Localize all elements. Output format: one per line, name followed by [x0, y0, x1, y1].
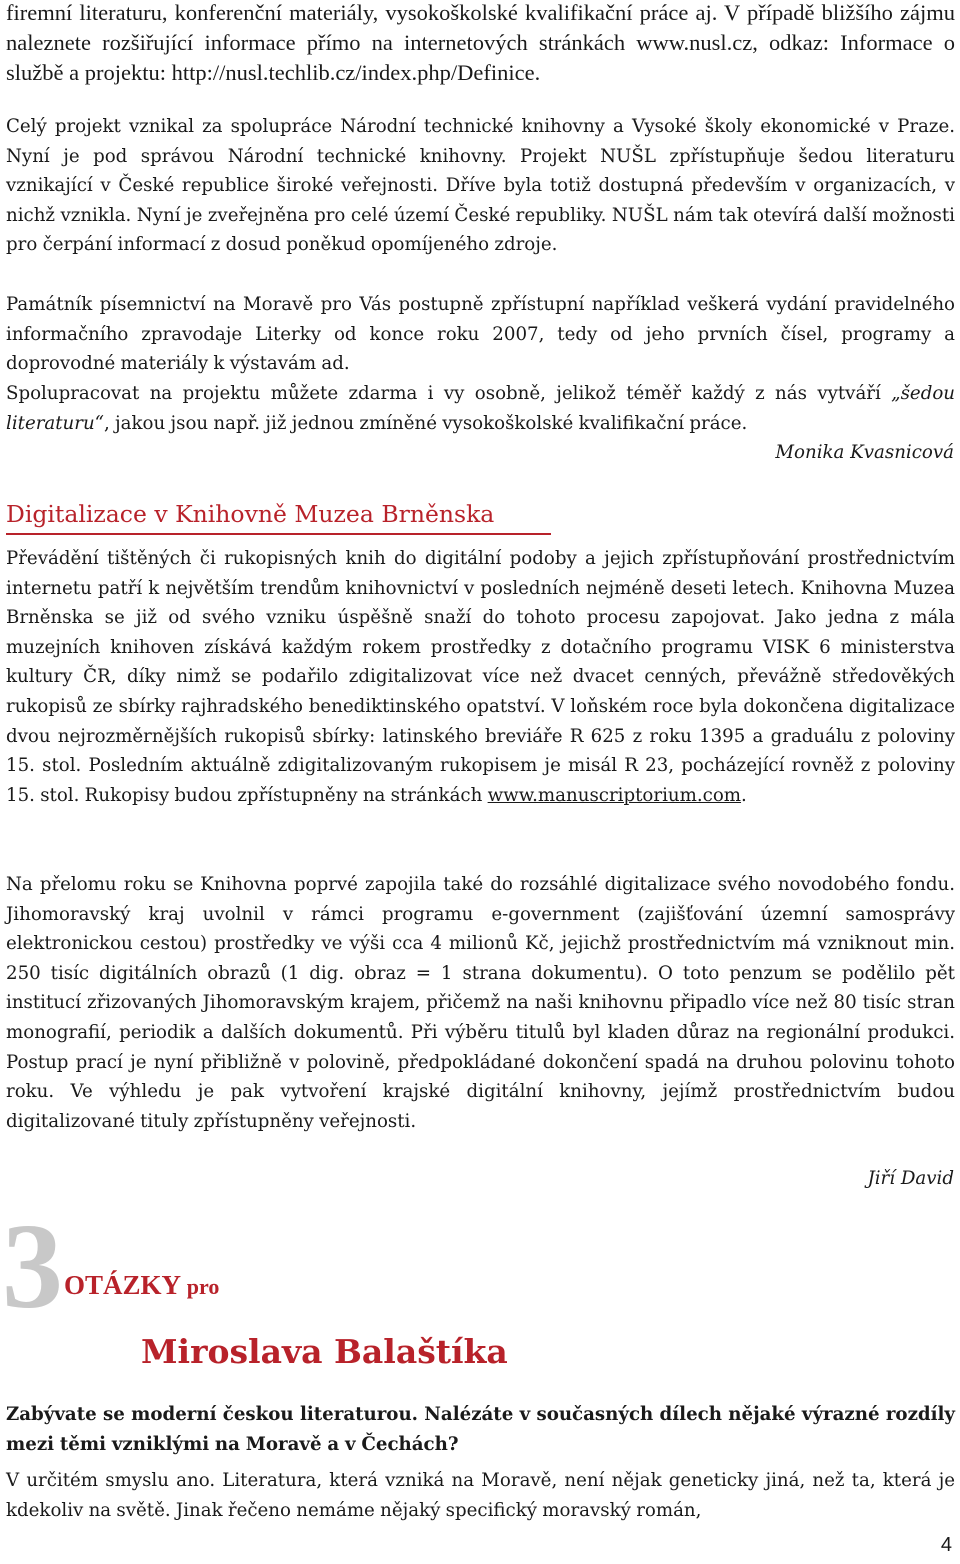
- interview-label: OTÁZKY pro: [64, 1270, 220, 1300]
- digitization-paragraph: Převádění tištěných či rukopisných knih do digitální podoby a jejich zpřístupňování prostřednictvím internetu patří k největším trendům knihovnictví v posledních nejméně deseti letech. Knihovna Muzea Brněnska se již od svého vzniku úspěšně snaží do tohoto procesu zapojovat. Jako jedna z mála muzejních knihoven získává každým rokem prostředky z dotačního programu VISK 6 ministerstva kultury ČR, díky nimž se podařilo zdigitalizovat více než dvacet cenných, převážně středověkých rukopisů ze sbírky rajhradského benediktinského opatství. V loňském roce byla dokončena digitalizace dvou nejrozměrnějších rukopisů sbírky: latinského breviáře R 625 z roku 1395 a graduálu z poloviny 15. stol. Posledním aktuálně zdigitalizovaným rukopisem je misál R 23, pocházející rovněž z poloviny 15. stol. Rukopisy budou zpřístupněny na stránkách www.manuscriptorium.com.: [6, 548, 955, 806]
- grey-literature-term: „šedou literaturu“: [6, 383, 955, 434]
- intro-spolupracovat-paragraph: Spolupracovat na projektu můžete zdarma i vy osobně, jelikož téměř každý z nás vytváří „šedou literaturu“, jakou jsou např. již jednou zmíněné vysokoškolské kvalifikační práce.: [6, 383, 955, 434]
- section-heading: Digitalizace v Knihovně Muzea Brněnska: [6, 500, 495, 528]
- intro-project-paragraph: Celý projekt vznikal za spolupráce Národní technické knihovny a Vysoké školy ekonomické v Praze. Nyní je pod správou Národní technické knihovny. Projekt NUŠL zpřístupňuje šedou literaturu vznikající v České republice široké veřejnosti. Dříve byla totiž dostupná především v organizacích, v nichž vznikla. Nyní je zveřejněna pro celé území České republiky. NUŠL nám tak otevírá další možnosti pro čerpání informací z dosud poněkud opomíjeného zdroje.: [6, 116, 955, 256]
- nusl-definition-link[interactable]: http://nusl.techlib.cz/index.php/Definice: [171, 60, 535, 85]
- author-signature: Monika Kvasnicová: [775, 442, 954, 463]
- interview-question: Zabývate se moderní českou literaturou. Nalézáte v současných dílech nějaké výrazné rozdíly mezi těmi vzniklými na Moravě a v Čechách?: [6, 1404, 955, 1455]
- author-signature: Jiří David: [867, 1168, 954, 1189]
- interview-answer: V určitém smyslu ano. Literatura, která vzniká na Moravě, není nějak geneticky jiná, než ta, která je kdekoliv na světě. Jinak řečeno nemáme nějaký specifický moravský román,: [6, 1470, 955, 1521]
- page-number: 4: [940, 1534, 952, 1556]
- intro-pamatnik-paragraph: Památník písemnictví na Moravě pro Vás postupně zpřístupní například veškerá vydání pravidelného informačního zpravodaje Literky od konce roku 2007, tedy od jeho prvních čísel, programy a doprovodné materiály k výstavám ad.: [6, 294, 955, 375]
- modern-fund-paragraph: Na přelomu roku se Knihovna poprvé zapojila také do rozsáhlé digitalizace svého novodobého fondu. Jihomoravský kraj uvolnil v rámci programu e-government (zajišťování územní samosprávy elektronickou cestou) prostředky ve výši cca 4 milionů Kč, jejichž prostřednictvím má vzniknout min. 250 tisíc digitálních obrazů (1 dig. obraz = 1 strana dokumentu). O toto penzum se podělilo pět institucí zřizovaných Jihomoravským krajem, přičemž na naši knihovnu připadlo více než 80 tisíc stran monografií, periodik a dalších dokumentů. Při výběru titulů byl kladen důraz na regionální produkci. Postup prací je nyní přibližně v polovině, předpokládané dokončení spadá na druhou polovinu tohoto roku. Ve výhledu je pak vytvoření krajské digitální knihovny, jejímž prostřednictvím budou digitalizované tituly zpřístupněny veřejnosti.: [6, 874, 955, 1132]
- manuscriptorium-link[interactable]: www.manuscriptorium.com: [487, 784, 742, 806]
- heading-underline: [6, 533, 551, 535]
- interview-number: 3: [2, 1199, 63, 1334]
- intro-nusl-text: firemní literaturu, konferenční materiály, vysokoškolské kvalifikační práce aj. V případě bližšího zájmu naleznete rozšiřující informace přímo na internetových stránkách www.nusl.cz, odkaz: Informace o službě a projektu: http://nusl.techlib.cz/index.php/Definice.: [6, 0, 955, 85]
- interviewee-name: Miroslava Balaštíka: [141, 1332, 508, 1371]
